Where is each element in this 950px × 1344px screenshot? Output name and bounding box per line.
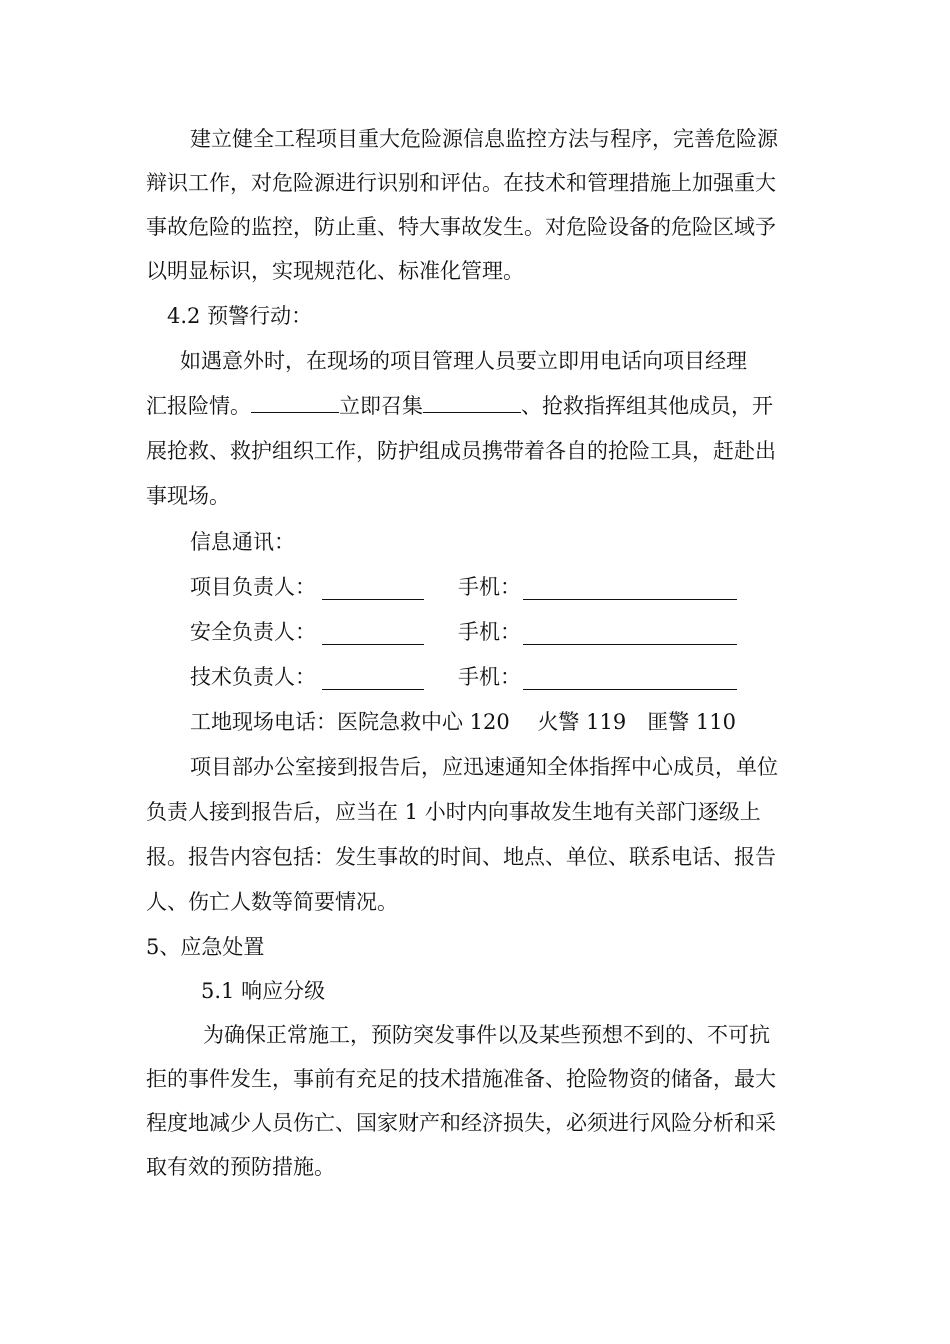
p2-line-2-part-a: 汇报险情。: [146, 394, 251, 418]
p4-line-4: 取有效的预防措施。: [146, 1155, 335, 1179]
contact-phone-label: 手机：: [458, 665, 521, 689]
contact-phone-label: 手机：: [458, 575, 521, 599]
p2-line-2-part-b: 立即召集: [339, 394, 423, 418]
p4-line-3: 程度地减少人员伤亡、国家财产和经济损失，必须进行风险分析和采: [146, 1111, 776, 1135]
members-name-blank[interactable]: [423, 394, 521, 413]
p2-line-3: 展抢救、救护组织工作，防护组成员携带着各自的抢险工具，赶赴出: [146, 439, 776, 463]
p1-line-2: 辩识工作，对危险源进行识别和评估。在技术和管理措施上加强重大: [146, 171, 776, 195]
p3-line-2: 负责人接到报告后，应当在 1 小时内向事故发生地有关部门逐级上: [146, 800, 761, 824]
tech-lead-name-blank[interactable]: [322, 671, 424, 690]
p4-line-1: 为确保正常施工，预防突发事件以及某些预想不到的、不可抗: [203, 1023, 770, 1047]
site-emergency-phones: 工地现场电话：医院急救中心 120 火警 119 匪警 110: [190, 710, 736, 734]
p1-line-1: 建立健全工程项目重大危险源信息监控方法与程序，完善危险源: [190, 127, 778, 151]
p2-line-2: [146, 391, 773, 421]
p2-line-1: 如遇意外时，在现场的项目管理人员要立即用电话向项目经理: [180, 349, 747, 373]
safety-lead-name-blank[interactable]: [322, 626, 424, 645]
contact-role-label: 安全负责人：: [190, 620, 316, 644]
p2-line-4: 事现场。: [146, 484, 230, 508]
section-4-2-heading: 4.2 预警行动：: [167, 304, 313, 328]
p4-line-2: 拒的事件发生，事前有充足的技术措施准备、抢险物资的储备，最大: [146, 1067, 776, 1091]
section-5-heading: 5、应急处置: [146, 935, 265, 959]
tech-lead-phone-blank[interactable]: [523, 671, 737, 690]
section-5-1-heading: 5.1 响应分级: [201, 979, 326, 1003]
p3-line-3: 报。报告内容包括：发生事故的时间、地点、单位、联系电话、报告: [146, 845, 776, 869]
p1-line-4: 以明显标识，实现规范化、标准化管理。: [146, 259, 524, 283]
project-lead-name-blank[interactable]: [322, 581, 424, 600]
contact-phone-label: 手机：: [458, 620, 521, 644]
safety-lead-phone-blank[interactable]: [523, 626, 737, 645]
project-lead-phone-blank[interactable]: [523, 581, 737, 600]
p3-line-1: 项目部办公室接到报告后，应迅速通知全体指挥中心成员，单位: [190, 755, 778, 779]
p3-line-4: 人、伤亡人数等简要情况。: [146, 890, 398, 914]
contact-role-label: 项目负责人：: [190, 575, 316, 599]
info-title: 信息通讯：: [190, 530, 295, 554]
p2-line-2-part-c: 、抢救指挥组其他成员，开: [521, 394, 773, 418]
p1-line-3: 事故危险的监控，防止重、特大事故发生。对危险设备的危险区域予: [146, 215, 776, 239]
contact-role-label: 技术负责人：: [190, 665, 316, 689]
leader-name-blank[interactable]: [251, 394, 339, 413]
